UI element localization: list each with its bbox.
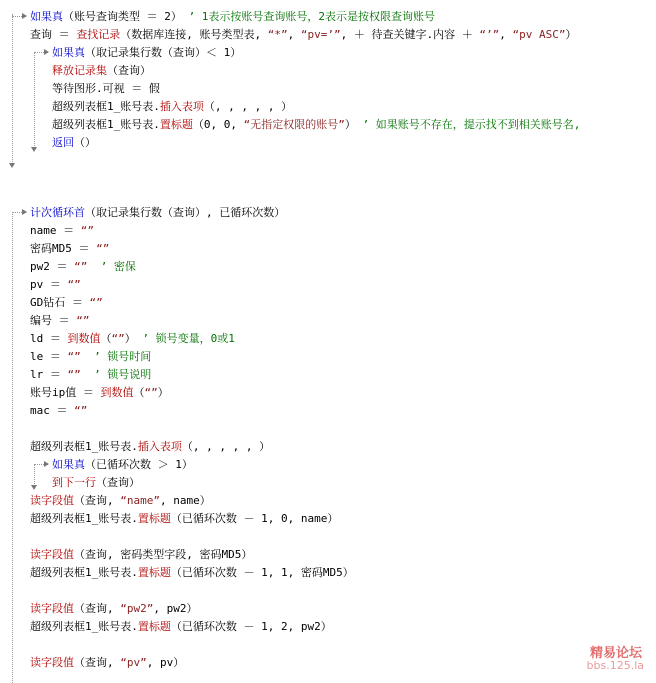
code-token: 等待图形.可视 ＝ 假	[52, 82, 160, 95]
code-line[interactable]	[30, 564, 354, 582]
code-token: mac ＝	[30, 404, 75, 417]
code-token: “”	[67, 368, 81, 381]
code-line[interactable]	[52, 62, 151, 80]
code-line[interactable]	[30, 654, 184, 672]
watermark-url: bbs.125.la	[586, 659, 644, 672]
code-token: “”	[80, 224, 94, 237]
code-token	[81, 368, 94, 381]
flow-guide-line	[12, 212, 13, 683]
code-token: （, , , , , ）	[203, 100, 293, 113]
flow-guide-line	[34, 52, 35, 148]
code-line[interactable]	[30, 618, 332, 636]
code-token: 查询 ＝	[30, 28, 77, 41]
code-line[interactable]	[30, 276, 81, 294]
code-line[interactable]	[52, 456, 193, 474]
code-token: ,	[287, 28, 301, 41]
flow-arrow-icon	[22, 13, 27, 19]
code-line[interactable]	[30, 438, 270, 456]
code-token: name ＝	[30, 224, 81, 237]
flow-guide-line	[12, 14, 13, 164]
code-token: （）	[74, 136, 96, 149]
code-token: ,	[499, 28, 513, 41]
flow-arrow-icon	[31, 485, 37, 490]
code-token: 置标题	[137, 512, 171, 525]
code-token: （查询,	[74, 602, 121, 615]
code-token: （已循环次数 － 1, 0, name）	[170, 512, 339, 525]
code-token: lr ＝	[30, 368, 68, 381]
code-token: 超级列表框1_账号表.	[30, 512, 138, 525]
code-token: 置标题	[137, 566, 171, 579]
code-token: “”	[74, 260, 88, 273]
code-token: 超级列表框1_账号表.	[52, 100, 160, 113]
code-line[interactable]	[52, 80, 160, 98]
code-token: 读字段值	[30, 602, 74, 615]
code-line[interactable]	[30, 222, 94, 240]
code-token: 超级列表框1_账号表.	[52, 118, 160, 131]
code-token: （已循环次数 － 1, 2, pw2）	[170, 620, 332, 633]
code-token: ）	[157, 386, 169, 399]
code-token: ）	[344, 118, 363, 131]
code-token: ’ 密保	[100, 260, 136, 273]
code-token: 账号ip值 ＝	[30, 386, 101, 399]
code-token: （数据库连接, 账号类型表,	[120, 28, 268, 41]
code-token: 计次循环首	[30, 206, 85, 219]
code-token: （账号查询类型 ＝ 2）	[63, 10, 189, 23]
code-token: （取记录集行数（查询）, 已循环次数）	[85, 206, 286, 219]
code-token: “pw2”	[120, 602, 154, 615]
code-line[interactable]	[52, 44, 241, 62]
code-token: ’ 锁号时间	[94, 350, 152, 363]
code-token: ’ 锁号变量，0或1	[142, 332, 235, 345]
flow-guide-line	[34, 464, 35, 486]
code-line[interactable]	[30, 8, 435, 26]
code-token: “”	[67, 278, 81, 291]
code-token: “”	[111, 332, 125, 345]
code-token: （已循环次数 ＞ 1）	[85, 458, 193, 471]
code-token: 密码MD5 ＝	[30, 242, 97, 255]
code-token: “’”	[479, 28, 500, 41]
code-token: “”	[74, 404, 88, 417]
code-token: , ＋ 待查关键字.内容 ＋	[340, 28, 480, 41]
code-token: 查找记录	[76, 28, 121, 41]
code-token: 返回	[52, 136, 74, 149]
code-token: （取记录集行数（查询）＜ 1）	[85, 46, 242, 59]
flow-arrow-icon	[44, 49, 49, 55]
code-token: , pv）	[146, 656, 185, 669]
code-token: “”	[144, 386, 158, 399]
code-token: GD钻石 ＝	[30, 296, 90, 309]
code-token: ’ 1表示按账号查询账号，2表示是按权限查询账号	[188, 10, 435, 23]
code-token: 插入表项	[159, 100, 204, 113]
code-token: （	[133, 386, 145, 399]
code-token: 释放记录集	[52, 64, 107, 77]
code-token: , pw2）	[153, 602, 198, 615]
code-token: 到数值	[67, 332, 101, 345]
code-token: 到下一行	[52, 476, 96, 489]
code-token: 如果真	[30, 10, 63, 23]
watermark-title: 精易论坛	[589, 646, 642, 661]
code-token: （查询,	[74, 656, 121, 669]
code-line[interactable]	[30, 600, 198, 618]
code-token: “”	[67, 350, 81, 363]
code-token: “pv”	[120, 656, 147, 669]
code-token: （	[100, 332, 112, 345]
code-token: “无指定权限的账号”	[243, 118, 345, 131]
code-token: le ＝	[30, 350, 68, 363]
code-line[interactable]	[52, 474, 140, 492]
code-token: 编号 ＝	[30, 314, 77, 327]
code-token: 插入表项	[137, 440, 182, 453]
code-line[interactable]	[30, 546, 252, 564]
code-token	[81, 350, 94, 363]
code-token: 超级列表框1_账号表.	[30, 440, 138, 453]
code-token: 读字段值	[30, 494, 74, 507]
code-line[interactable]	[30, 492, 211, 510]
code-line[interactable]	[30, 366, 151, 384]
code-token: ）	[124, 332, 143, 345]
code-line[interactable]	[52, 116, 580, 134]
code-token: 超级列表框1_账号表.	[30, 566, 138, 579]
code-token	[87, 260, 100, 273]
code-token: , name）	[160, 494, 211, 507]
code-token: “pv ASC”	[512, 28, 566, 41]
code-line[interactable]	[30, 240, 109, 258]
code-line[interactable]	[30, 348, 151, 366]
code-token: 如果真	[52, 458, 85, 471]
code-token: （已循环次数 － 1, 1, 密码MD5）	[170, 566, 354, 579]
code-token: “”	[96, 242, 110, 255]
code-token: “pv=’”	[300, 28, 341, 41]
code-line[interactable]	[30, 204, 285, 222]
code-line[interactable]	[30, 312, 90, 330]
code-token: ’ 锁号说明	[94, 368, 152, 381]
code-token: ’ 如果账号不存在，提示找不到相关账号名,	[362, 118, 581, 131]
code-token: 到数值	[100, 386, 134, 399]
flow-arrow-icon	[31, 147, 37, 152]
code-line[interactable]	[30, 26, 576, 44]
code-token: “”	[76, 314, 90, 327]
code-token: （, , , , , ）	[181, 440, 271, 453]
code-token: （查询）	[107, 64, 151, 77]
code-token: （查询）	[96, 476, 140, 489]
code-token: “name”	[120, 494, 160, 507]
flow-arrow-icon	[22, 209, 27, 215]
code-line[interactable]	[30, 510, 338, 528]
code-token: “”	[89, 296, 103, 309]
flow-arrow-icon	[9, 163, 15, 168]
code-token: 如果真	[52, 46, 85, 59]
code-line[interactable]	[30, 258, 136, 276]
code-token: 置标题	[159, 118, 193, 131]
code-line[interactable]	[52, 134, 96, 152]
code-token: “*”	[267, 28, 288, 41]
code-token: （0, 0,	[192, 118, 244, 131]
code-token: ）	[565, 28, 577, 41]
code-token: 读字段值	[30, 656, 74, 669]
flow-arrow-icon	[44, 461, 49, 467]
code-token: pv ＝	[30, 278, 68, 291]
code-token: （查询, 密码类型字段, 密码MD5）	[74, 548, 253, 561]
code-line[interactable]	[30, 294, 103, 312]
code-line[interactable]	[52, 98, 292, 116]
code-line[interactable]	[30, 384, 169, 402]
code-line[interactable]	[30, 402, 87, 420]
code-token: （查询,	[74, 494, 121, 507]
code-token: 置标题	[137, 620, 171, 633]
code-token: ld ＝	[30, 332, 68, 345]
code-line[interactable]	[30, 330, 235, 348]
code-token: pw2 ＝	[30, 260, 75, 273]
code-token: 超级列表框1_账号表.	[30, 620, 138, 633]
code-token: 读字段值	[30, 548, 74, 561]
